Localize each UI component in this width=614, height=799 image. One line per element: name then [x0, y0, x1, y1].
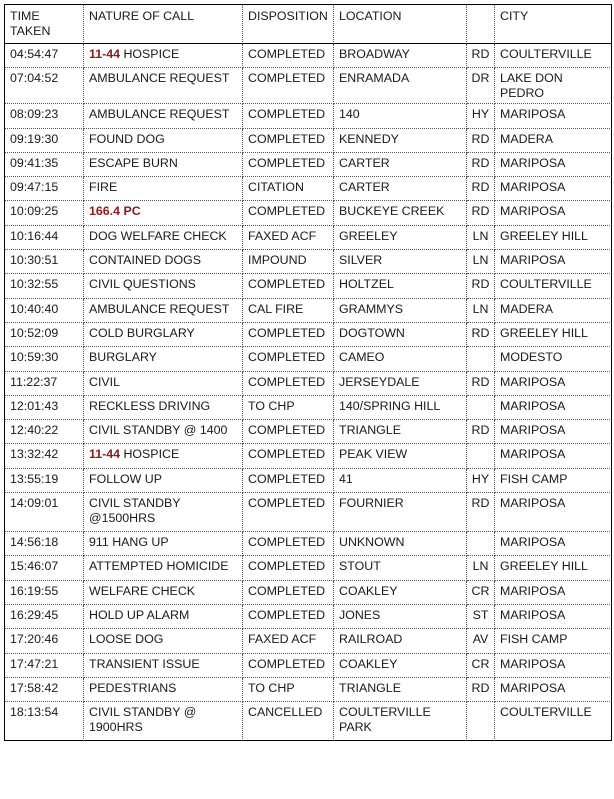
- city-cell: MARIPOSA: [495, 678, 612, 702]
- nature-of-call-cell: [84, 469, 243, 493]
- street-suffix-cell: [467, 396, 495, 420]
- location-cell: CARTER: [334, 153, 467, 177]
- city-cell: MARIPOSA: [495, 444, 612, 468]
- time-taken-cell: 16:29:45: [5, 605, 84, 629]
- street-suffix-cell: RD: [467, 493, 495, 532]
- street-suffix-cell: LN: [467, 250, 495, 274]
- time-taken-cell: 08:09:23: [5, 104, 84, 128]
- location-cell: 140/SPRING HILL: [334, 396, 467, 420]
- city-cell: MARIPOSA: [495, 532, 612, 556]
- nature-description: 911 HANG UP: [89, 535, 169, 550]
- disposition-cell: FAXED ACF: [243, 226, 334, 250]
- nature-description: AMBULANCE REQUEST: [89, 107, 230, 122]
- nature-description: CIVIL STANDBY @ 1900HRS: [89, 705, 197, 735]
- nature-description: CIVIL STANDBY @ 1400: [89, 423, 228, 438]
- location-cell: GREELEY: [334, 226, 467, 250]
- city-cell: MARIPOSA: [495, 104, 612, 128]
- city-cell: MODESTO: [495, 347, 612, 371]
- time-taken-cell: 16:19:55: [5, 581, 84, 605]
- disposition-cell: COMPLETED: [243, 532, 334, 556]
- disposition-cell: COMPLETED: [243, 129, 334, 153]
- nature-of-call-cell: [84, 420, 243, 444]
- nature-of-call-cell: [84, 372, 243, 396]
- location-cell: TRIANGLE: [334, 678, 467, 702]
- nature-description: CIVIL STANDBY @1500HRS: [89, 496, 181, 526]
- nature-description: LOOSE DOG: [89, 632, 164, 647]
- street-suffix-cell: ST: [467, 605, 495, 629]
- street-suffix-cell: RD: [467, 372, 495, 396]
- time-taken-cell: 17:20:46: [5, 629, 84, 653]
- nature-of-call-cell: [84, 68, 243, 104]
- nature-of-call-cell: [84, 532, 243, 556]
- header-location: LOCATION: [334, 5, 467, 44]
- street-suffix-cell: CR: [467, 654, 495, 678]
- nature-of-call-cell: [84, 629, 243, 653]
- disposition-cell: COMPLETED: [243, 654, 334, 678]
- street-suffix-cell: LN: [467, 556, 495, 580]
- nature-of-call-cell: [84, 177, 243, 201]
- city-cell: MARIPOSA: [495, 177, 612, 201]
- street-suffix-cell: [467, 532, 495, 556]
- nature-of-call-cell: [84, 44, 243, 68]
- nature-of-call-cell: [84, 493, 243, 532]
- time-taken-cell: 09:47:15: [5, 177, 84, 201]
- disposition-cell: COMPLETED: [243, 420, 334, 444]
- location-cell: JONES: [334, 605, 467, 629]
- table-row: [5, 299, 612, 323]
- disposition-cell: TO CHP: [243, 396, 334, 420]
- table-row: [5, 420, 612, 444]
- street-suffix-cell: LN: [467, 226, 495, 250]
- nature-description: AMBULANCE REQUEST: [89, 301, 230, 316]
- street-suffix-cell: RD: [467, 177, 495, 201]
- location-cell: FOURNIER: [334, 493, 467, 532]
- table-row: [5, 68, 612, 104]
- time-taken-cell: 10:16:44: [5, 226, 84, 250]
- table-row: [5, 532, 612, 556]
- location-cell: PEAK VIEW: [334, 444, 467, 468]
- location-cell: BROADWAY: [334, 44, 467, 68]
- time-taken-cell: 10:52:09: [5, 323, 84, 347]
- nature-description: BURGLARY: [89, 350, 157, 365]
- street-suffix-cell: RD: [467, 323, 495, 347]
- city-cell: GREELEY HILL: [495, 226, 612, 250]
- city-cell: FISH CAMP: [495, 629, 612, 653]
- city-cell: MADERA: [495, 129, 612, 153]
- table-row: [5, 129, 612, 153]
- disposition-cell: COMPLETED: [243, 274, 334, 298]
- location-cell: COULTERVILLE PARK: [334, 702, 467, 741]
- disposition-cell: COMPLETED: [243, 153, 334, 177]
- city-cell: MARIPOSA: [495, 420, 612, 444]
- street-suffix-cell: AV: [467, 629, 495, 653]
- nature-of-call-cell: [84, 605, 243, 629]
- nature-description: ATTEMPTED HOMICIDE: [89, 559, 229, 574]
- location-cell: SILVER: [334, 250, 467, 274]
- time-taken-cell: 17:58:42: [5, 678, 84, 702]
- nature-of-call-cell: [84, 274, 243, 298]
- time-taken-cell: 14:56:18: [5, 532, 84, 556]
- city-cell: FISH CAMP: [495, 469, 612, 493]
- time-taken-cell: 17:47:21: [5, 654, 84, 678]
- city-cell: MARIPOSA: [495, 201, 612, 225]
- disposition-cell: COMPLETED: [243, 605, 334, 629]
- disposition-cell: COMPLETED: [243, 493, 334, 532]
- disposition-cell: CANCELLED: [243, 702, 334, 741]
- city-cell: MARIPOSA: [495, 153, 612, 177]
- street-suffix-cell: CR: [467, 581, 495, 605]
- time-taken-cell: 10:59:30: [5, 347, 84, 371]
- disposition-cell: CITATION: [243, 177, 334, 201]
- city-cell: COULTERVILLE: [495, 274, 612, 298]
- nature-of-call-cell: [84, 153, 243, 177]
- disposition-cell: COMPLETED: [243, 444, 334, 468]
- city-cell: MARIPOSA: [495, 654, 612, 678]
- table-row: [5, 493, 612, 532]
- table-row: [5, 104, 612, 128]
- location-cell: DOGTOWN: [334, 323, 467, 347]
- street-suffix-cell: [467, 347, 495, 371]
- nature-of-call-cell: [84, 323, 243, 347]
- nature-of-call-cell: [84, 581, 243, 605]
- nature-description: COLD BURGLARY: [89, 325, 195, 340]
- disposition-cell: FAXED ACF: [243, 629, 334, 653]
- time-taken-cell: 04:54:47: [5, 44, 84, 68]
- time-taken-cell: 10:32:55: [5, 274, 84, 298]
- nature-description: PEDESTRIANS: [89, 680, 177, 695]
- nature-description: TRANSIENT ISSUE: [89, 656, 200, 671]
- street-suffix-cell: RD: [467, 129, 495, 153]
- city-cell: MARIPOSA: [495, 581, 612, 605]
- city-cell: MARIPOSA: [495, 396, 612, 420]
- nature-of-call-cell: [84, 396, 243, 420]
- time-taken-cell: 12:40:22: [5, 420, 84, 444]
- table-row: [5, 250, 612, 274]
- disposition-cell: IMPOUND: [243, 250, 334, 274]
- time-taken-cell: 14:09:01: [5, 493, 84, 532]
- nature-description: AMBULANCE REQUEST: [89, 71, 230, 86]
- nature-of-call-cell: [84, 201, 243, 225]
- disposition-cell: COMPLETED: [243, 104, 334, 128]
- location-cell: HOLTZEL: [334, 274, 467, 298]
- nature-description: FOLLOW UP: [89, 471, 162, 486]
- table-row: [5, 274, 612, 298]
- nature-description: RECKLESS DRIVING: [89, 398, 211, 413]
- call-log-body: [5, 44, 612, 741]
- disposition-cell: COMPLETED: [243, 556, 334, 580]
- location-cell: TRIANGLE: [334, 420, 467, 444]
- city-cell: MADERA: [495, 299, 612, 323]
- street-suffix-cell: LN: [467, 299, 495, 323]
- time-taken-cell: 13:32:42: [5, 444, 84, 468]
- location-cell: 41: [334, 469, 467, 493]
- time-taken-cell: 09:19:30: [5, 129, 84, 153]
- table-row: [5, 678, 612, 702]
- nature-description: DOG WELFARE CHECK: [89, 228, 227, 243]
- table-row: [5, 444, 612, 468]
- street-suffix-cell: HY: [467, 469, 495, 493]
- table-row: [5, 323, 612, 347]
- location-cell: CAMEO: [334, 347, 467, 371]
- disposition-cell: TO CHP: [243, 678, 334, 702]
- table-row: [5, 201, 612, 225]
- time-taken-cell: 12:01:43: [5, 396, 84, 420]
- location-cell: KENNEDY: [334, 129, 467, 153]
- city-cell: LAKE DON PEDRO: [495, 68, 612, 104]
- time-taken-cell: 10:40:40: [5, 299, 84, 323]
- table-row: [5, 581, 612, 605]
- penal-code-label: 11-44: [89, 47, 121, 61]
- city-cell: MARIPOSA: [495, 493, 612, 532]
- table-row: [5, 153, 612, 177]
- header-city: CITY: [495, 5, 612, 44]
- city-cell: COULTERVILLE: [495, 702, 612, 741]
- location-cell: RAILROAD: [334, 629, 467, 653]
- nature-description: ESCAPE BURN: [89, 155, 178, 170]
- table-row: [5, 347, 612, 371]
- location-cell: STOUT: [334, 556, 467, 580]
- disposition-cell: COMPLETED: [243, 469, 334, 493]
- disposition-cell: COMPLETED: [243, 347, 334, 371]
- street-suffix-cell: RD: [467, 274, 495, 298]
- penal-code-label: 166.4 PC: [89, 204, 141, 219]
- nature-of-call-cell: [84, 299, 243, 323]
- table-row: [5, 629, 612, 653]
- nature-of-call-cell: [84, 556, 243, 580]
- table-row: [5, 556, 612, 580]
- table-row: [5, 702, 612, 741]
- disposition-cell: COMPLETED: [243, 44, 334, 68]
- nature-description: WELFARE CHECK: [89, 583, 196, 598]
- street-suffix-cell: HY: [467, 104, 495, 128]
- city-cell: COULTERVILLE: [495, 44, 612, 68]
- header-nature-of-call: NATURE OF CALL: [84, 5, 243, 44]
- disposition-cell: COMPLETED: [243, 68, 334, 104]
- table-row: [5, 44, 612, 68]
- city-cell: GREELEY HILL: [495, 323, 612, 347]
- location-cell: JERSEYDALE: [334, 372, 467, 396]
- time-taken-cell: 18:13:54: [5, 702, 84, 741]
- table-row: [5, 654, 612, 678]
- header-disposition: DISPOSITION: [243, 5, 334, 44]
- header-row: [5, 5, 612, 44]
- disposition-cell: COMPLETED: [243, 372, 334, 396]
- table-row: [5, 605, 612, 629]
- nature-description: CONTAINED DOGS: [89, 253, 201, 268]
- street-suffix-cell: RD: [467, 420, 495, 444]
- nature-description: HOSPICE: [120, 47, 180, 61]
- nature-of-call-cell: [84, 654, 243, 678]
- nature-description: HOLD UP ALARM: [89, 607, 190, 622]
- street-suffix-cell: RD: [467, 153, 495, 177]
- nature-of-call-cell: [84, 702, 243, 741]
- location-cell: BUCKEYE CREEK: [334, 201, 467, 225]
- location-cell: GRAMMYS: [334, 299, 467, 323]
- call-log-table: [4, 4, 612, 741]
- nature-of-call-cell: [84, 104, 243, 128]
- time-taken-cell: 13:55:19: [5, 469, 84, 493]
- nature-description: FIRE: [89, 180, 118, 195]
- nature-of-call-cell: [84, 129, 243, 153]
- time-taken-cell: 11:22:37: [5, 372, 84, 396]
- nature-of-call-cell: [84, 347, 243, 371]
- city-cell: MARIPOSA: [495, 372, 612, 396]
- street-suffix-cell: [467, 702, 495, 741]
- nature-of-call-cell: [84, 444, 243, 468]
- disposition-cell: COMPLETED: [243, 581, 334, 605]
- time-taken-cell: 09:41:35: [5, 153, 84, 177]
- nature-of-call-cell: [84, 678, 243, 702]
- table-row: [5, 396, 612, 420]
- nature-description: CIVIL: [89, 374, 120, 389]
- penal-code-label: 11-44: [89, 447, 121, 462]
- table-row: [5, 469, 612, 493]
- street-suffix-cell: RD: [467, 201, 495, 225]
- disposition-cell: COMPLETED: [243, 323, 334, 347]
- time-taken-cell: 10:30:51: [5, 250, 84, 274]
- location-cell: 140: [334, 104, 467, 128]
- time-taken-cell: 10:09:25: [5, 201, 84, 225]
- header-street-suffix: [467, 5, 495, 44]
- nature-description: FOUND DOG: [89, 131, 165, 146]
- location-cell: CARTER: [334, 177, 467, 201]
- nature-description: CIVIL QUESTIONS: [89, 277, 196, 292]
- disposition-cell: CAL FIRE: [243, 299, 334, 323]
- nature-of-call-cell: [84, 226, 243, 250]
- time-taken-cell: 15:46:07: [5, 556, 84, 580]
- location-cell: ENRAMADA: [334, 68, 467, 104]
- city-cell: MARIPOSA: [495, 605, 612, 629]
- street-suffix-cell: RD: [467, 678, 495, 702]
- disposition-cell: COMPLETED: [243, 201, 334, 225]
- time-taken-cell: 07:04:52: [5, 68, 84, 104]
- location-cell: UNKNOWN: [334, 532, 467, 556]
- table-row: [5, 177, 612, 201]
- table-row: [5, 372, 612, 396]
- city-cell: MARIPOSA: [495, 250, 612, 274]
- street-suffix-cell: DR: [467, 68, 495, 104]
- header-time-taken: TIME TAKEN: [5, 5, 84, 44]
- nature-description: HOSPICE: [120, 447, 180, 462]
- street-suffix-cell: RD: [467, 44, 495, 68]
- location-cell: COAKLEY: [334, 581, 467, 605]
- city-cell: GREELEY HILL: [495, 556, 612, 580]
- location-cell: COAKLEY: [334, 654, 467, 678]
- nature-of-call-cell: [84, 250, 243, 274]
- table-row: [5, 226, 612, 250]
- street-suffix-cell: [467, 444, 495, 468]
